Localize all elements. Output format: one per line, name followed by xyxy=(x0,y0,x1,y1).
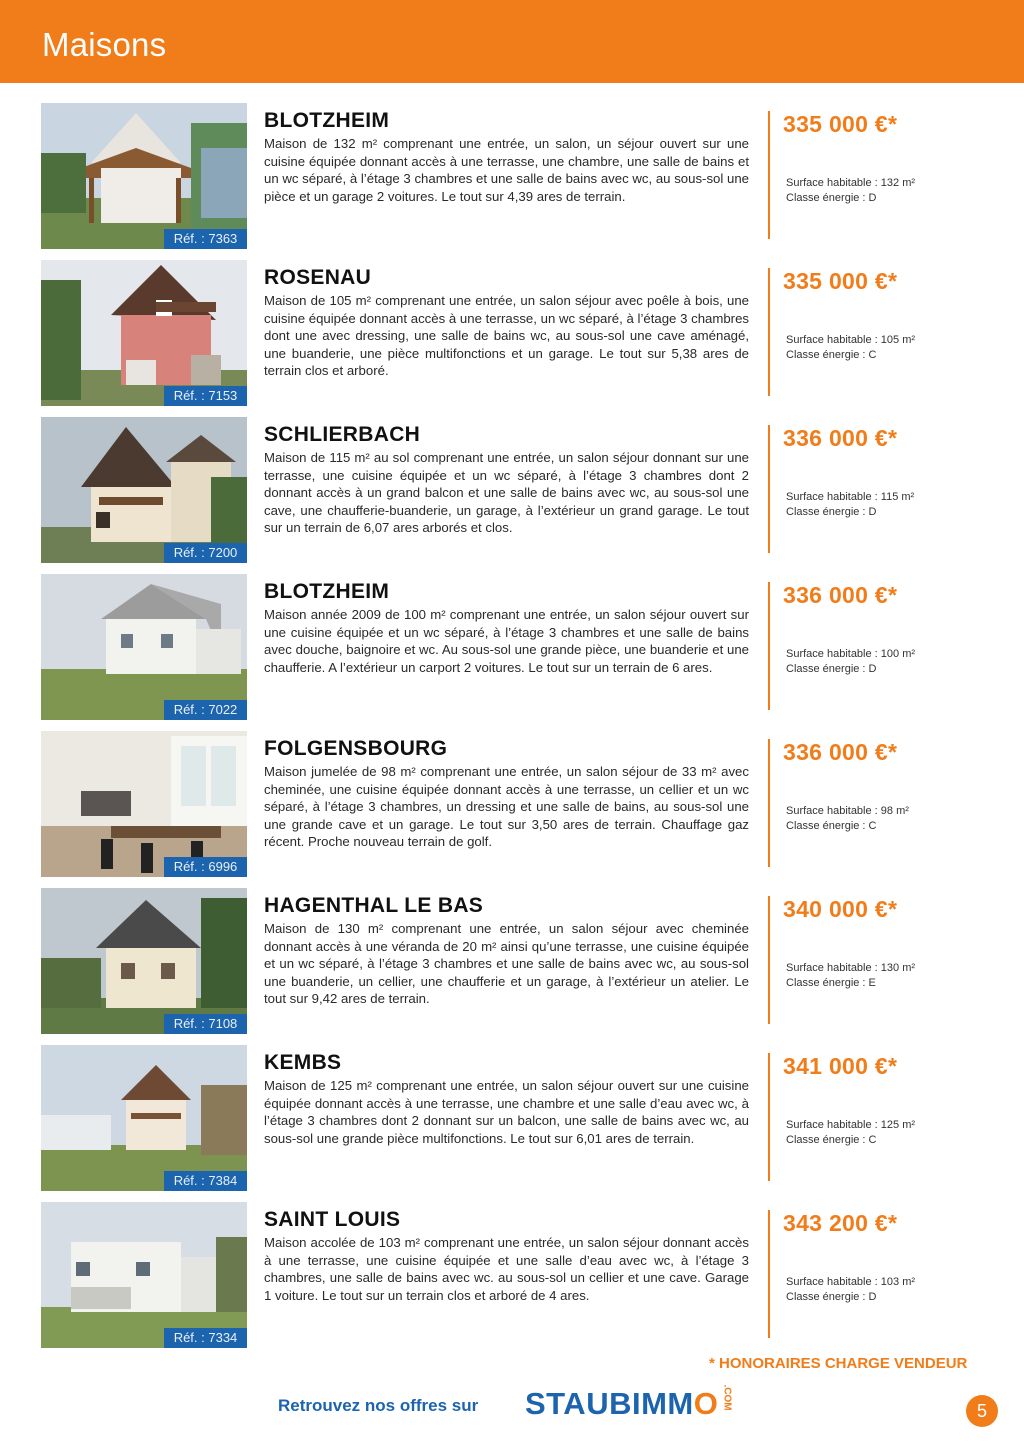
price-divider xyxy=(768,1053,770,1181)
surface-habitable: Surface habitable : 100 m² xyxy=(786,648,916,660)
listing-photo xyxy=(41,260,247,406)
listing-card xyxy=(0,731,1024,877)
reference-badge: Réf. : 7108 xyxy=(164,1014,247,1034)
surface-habitable: Surface habitable : 115 m² xyxy=(786,491,915,503)
listing-card xyxy=(0,574,1024,720)
listing-price: 335 000 €* xyxy=(783,111,898,137)
listing-price: 336 000 €* xyxy=(783,582,898,608)
classe-energie: Classe énergie : D xyxy=(786,506,877,518)
listing-city: FOLGENSBOURG xyxy=(264,737,448,760)
reference-badge: Réf. : 7022 xyxy=(164,700,247,720)
surface-habitable: Surface habitable : 125 m² xyxy=(786,1119,916,1131)
listing-photo xyxy=(41,731,247,877)
classe-energie: Classe énergie : D xyxy=(786,192,877,204)
reference-badge: Réf. : 7153 xyxy=(164,386,247,406)
logo-com: .COM xyxy=(721,1384,733,1411)
interior-photo-image xyxy=(41,731,247,877)
listing-description: Maison de 132 m² comprenant une entrée, un salon, un séjour ouvert sur une cuisine équipée donnant accès à une terrasse, une chambre, une salle de bains et un wc séparé, à l’étage 3 chambres et une salle de bains avec wc, au sous-sol une pièce et un garage 2 voitures. Le tout sur 4,39 ares de terrain. xyxy=(264,136,749,204)
price-divider xyxy=(768,111,770,239)
reference-badge: Réf. : 6996 xyxy=(164,857,247,877)
house-photo-image xyxy=(41,417,247,563)
listing-card xyxy=(0,417,1024,563)
listing-city: BLOTZHEIM xyxy=(264,580,390,603)
logo-text-main: STAUBIMM xyxy=(525,1386,694,1421)
reference-badge: Réf. : 7200 xyxy=(164,543,247,563)
logo-text-o: O xyxy=(693,1386,719,1421)
listing-card xyxy=(0,1202,1024,1348)
listing-description: Maison de 115 m² au sol comprenant une entrée, un salon séjour donnant sur une terrasse, une cuisine équipée et un wc séparé, à l’étage 3 chambres dont 2 donnant accès à un grand balcon et une salle de bains avec wc, au sous-sol une cave, une chaufferie-buanderie, un garage, à l’extérieur un grand garage. Le tout sur un terrain de 6,07 ares arborés et clos. xyxy=(264,450,749,536)
listing-price: 335 000 €* xyxy=(783,268,898,294)
listing-price: 340 000 €* xyxy=(783,896,898,922)
classe-energie: Classe énergie : C xyxy=(786,1134,877,1146)
reference-badge: Réf. : 7384 xyxy=(164,1171,247,1191)
listing-city: SCHLIERBACH xyxy=(264,423,421,446)
price-divider xyxy=(768,1210,770,1338)
surface-habitable: Surface habitable : 130 m² xyxy=(786,962,916,974)
page-number: 5 xyxy=(966,1395,998,1427)
listing-description: Maison accolée de 103 m² comprenant une entrée, un salon séjour donnant accès à une terrasse, une cuisine équipée et une salle d’eau avec wc, à l’étage 3 chambres, une salle de bains avec wc. au sous-sol un cellier et une cave. Garage 1 voiture. Le tout sur un terrain clos et arboré de 4 ares. xyxy=(264,1235,749,1303)
listing-city: KEMBS xyxy=(264,1051,342,1074)
reference-badge: Réf. : 7334 xyxy=(164,1328,247,1348)
house-photo-image xyxy=(41,260,247,406)
listing-photo xyxy=(41,103,247,249)
price-divider xyxy=(768,739,770,867)
listing-price: 336 000 €* xyxy=(783,739,898,765)
reference-badge: Réf. : 7363 xyxy=(164,229,247,249)
listing-description: Maison de 130 m² comprenant une entrée, un salon séjour avec cheminée donnant accès à une véranda de 20 m² ainsi qu’une terrasse, une cuisine équipée et un wc séparé, à l’étage 3 chambres et une salle de bains avec wc, au sous-sol une buanderie, un cellier, une chaufferie et un garage, à l’extérieur un atelier. Le tout sur 9,42 ares de terrain. xyxy=(264,921,749,1007)
listing-description: Maison année 2009 de 100 m² comprenant une entrée, un salon séjour ouvert sur une cuisine équipée et un wc séparé, à l’étage 3 chambres et une salle de bains avec douche, baignoire et wc. Au sous-sol une grande pièce, une buanderie et une chaufferie. A l’extérieur un carport 2 voitures. Le tout sur un terrain de 6 ares. xyxy=(264,607,749,675)
price-divider xyxy=(768,425,770,553)
honoraires-note: * HONORAIRES CHARGE VENDEUR xyxy=(709,1355,968,1372)
listing-description: Maison jumelée de 98 m² comprenant une entrée, un salon séjour de 33 m² avec cheminée, une cuisine équipée donnant accès à une terrasse, un cellier et un wc séparé, à l’étage 3 chambres, un dressing et une salle de bains, au sous-sol une une grande cave et un garage. Le tout sur 3,50 ares de terrain. Chauffage gaz récent. Proche nouveau terrain de golf. xyxy=(264,764,749,850)
classe-energie: Classe énergie : C xyxy=(786,820,877,832)
listing-photo xyxy=(41,417,247,563)
house-photo-image xyxy=(41,1045,247,1191)
surface-habitable: Surface habitable : 103 m² xyxy=(786,1276,916,1288)
surface-habitable: Surface habitable : 98 m² xyxy=(786,805,909,817)
listing-description: Maison de 125 m² comprenant une entrée, un salon séjour ouvert sur une cuisine équipée donnant accès à une terrasse, une chambre et une salle d’eau avec wc, à l’étage 3 chambres dont 2 donnant sur un balcon, une salle de bains avec wc, au sous-sol une grande pièce multifonctions. Le tout sur 6,01 ares de terrain. xyxy=(264,1078,749,1146)
page-title: Maisons xyxy=(42,26,167,63)
classe-energie: Classe énergie : C xyxy=(786,349,877,361)
listing-card xyxy=(0,260,1024,406)
house-photo-image xyxy=(41,574,247,720)
listing-card xyxy=(0,888,1024,1034)
price-divider xyxy=(768,896,770,1024)
listing-city: BLOTZHEIM xyxy=(264,109,390,132)
classe-energie: Classe énergie : D xyxy=(786,663,877,675)
listing-price: 336 000 €* xyxy=(783,425,898,451)
listing-city: ROSENAU xyxy=(264,266,372,289)
listing-city: SAINT LOUIS xyxy=(264,1208,401,1231)
listing-city: HAGENTHAL LE BAS xyxy=(264,894,484,917)
listing-card xyxy=(0,1045,1024,1191)
listing-card xyxy=(0,103,1024,249)
listing-photo xyxy=(41,1202,247,1348)
surface-habitable: Surface habitable : 132 m² xyxy=(786,177,916,189)
house-photo-image xyxy=(41,1202,247,1348)
listing-price: 343 200 €* xyxy=(783,1210,898,1236)
listing-description: Maison de 105 m² comprenant une entrée, un salon séjour avec poêle à bois, une cuisine équipée donnant accès à une terrasse, un wc séparé, à l’étage 3 chambres dont une avec dressing, une salle de bains wc, au sous-sol une cave aménagé, une buanderie, une pièce multifonctions et un garage. Le tout sur 5,38 ares de terrain clos et arboré. xyxy=(264,293,749,379)
retrouvez-text: Retrouvez nos offres sur xyxy=(278,1396,479,1415)
listing-photo xyxy=(41,574,247,720)
listing-price: 341 000 €* xyxy=(783,1053,898,1079)
listing-photo xyxy=(41,1045,247,1191)
surface-habitable: Surface habitable : 105 m² xyxy=(786,334,916,346)
price-divider xyxy=(768,582,770,710)
classe-energie: Classe énergie : E xyxy=(786,977,876,989)
price-divider xyxy=(768,268,770,396)
classe-energie: Classe énergie : D xyxy=(786,1291,877,1303)
staubimmo-logo[interactable] xyxy=(525,1386,740,1422)
house-photo-image xyxy=(41,888,247,1034)
house-photo-image xyxy=(41,103,247,249)
page-header xyxy=(0,0,1024,83)
listing-photo xyxy=(41,888,247,1034)
